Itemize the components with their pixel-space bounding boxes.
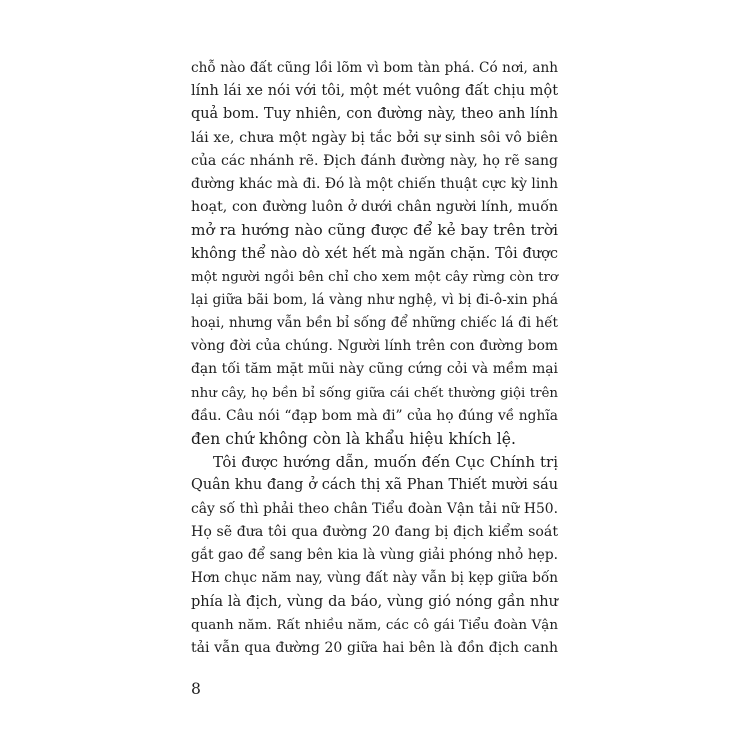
text-line: lính lái xe nói với tôi, một mét vuông đất chịu một bbox=[191, 83, 558, 100]
text-line: đầu. Câu nói “đạp bom mà đi” của họ đúng về nghĩa bbox=[191, 407, 558, 424]
text-line: như cây, họ bền bỉ sống giữa cái chết thường giội trên bbox=[191, 385, 558, 401]
text-line: Quân khu đang ở cách thị xã Phan Thiết mười sáu bbox=[191, 477, 558, 494]
text-line: của các nhánh rẽ. Địch đánh đường này, họ rẽ sang bbox=[191, 152, 558, 169]
page-number: 8 bbox=[191, 680, 201, 698]
text-line: mở ra hướng nào cũng được để kẻ bay trên trời bbox=[191, 221, 558, 240]
text-line: cây số thì phải theo chân Tiểu đoàn Vận tải nữ H50. bbox=[191, 500, 558, 517]
body-text bbox=[191, 57, 558, 660]
text-line: Hơn chục năm nay, vùng đất này vẫn bị kẹp giữa bốn bbox=[191, 570, 558, 587]
text-line: quanh năm. Rất nhiều năm, các cô gái Tiểu đoàn Vận bbox=[191, 617, 558, 633]
text-line: phía là địch, vùng da báo, vùng gió nóng gần như bbox=[191, 593, 558, 611]
paragraph-2 bbox=[191, 451, 558, 660]
text-line: gắt gao để sang bên kia là vùng giải phóng nhỏ hẹp. bbox=[191, 546, 558, 563]
text-line: đen chứ không còn là khẩu hiệu khích lệ. bbox=[191, 430, 516, 448]
text-line: lại giữa bãi bom, lá vàng như nghệ, vì bị đi-ô-xin phá bbox=[191, 291, 558, 308]
text-line: hoạt, con đường luôn ở dưới chân người lính, muốn bbox=[191, 199, 558, 216]
text-line: tải vẫn qua đường 20 giữa hai bên là đồn địch canh bbox=[191, 639, 558, 656]
text-line: Tôi được hướng dẫn, muốn đến Cục Chính trị bbox=[213, 453, 558, 472]
paragraph-1 bbox=[191, 57, 558, 451]
text-line: Họ sẽ đưa tôi qua đường 20 đang bị địch kiểm soát bbox=[191, 523, 558, 540]
text-line: hoại, nhưng vẫn bền bỉ sống để những chiếc lá đi hết bbox=[191, 315, 558, 332]
text-line: vòng đời của chúng. Người lính trên con đường bom bbox=[191, 338, 558, 355]
text-line: chỗ nào đất cũng lồi lõm vì bom tàn phá. Có nơi, anh bbox=[191, 60, 558, 76]
text-line: đạn tối tăm mặt mũi này cũng cứng cỏi và mềm mại bbox=[191, 361, 558, 378]
text-line: quả bom. Tuy nhiên, con đường này, theo anh lính bbox=[191, 106, 558, 123]
text-line: một người ngồi bên chỉ cho xem một cây rừng còn trơ bbox=[191, 269, 558, 285]
text-line: đường khác mà đi. Đó là một chiến thuật cực kỳ linh bbox=[191, 175, 558, 192]
text-line: không thể nào dò xét hết mà ngăn chặn. Tôi được bbox=[191, 245, 558, 262]
text-line: lái xe, chưa một ngày bị tắc bởi sự sinh sôi vô biên bbox=[191, 129, 558, 146]
